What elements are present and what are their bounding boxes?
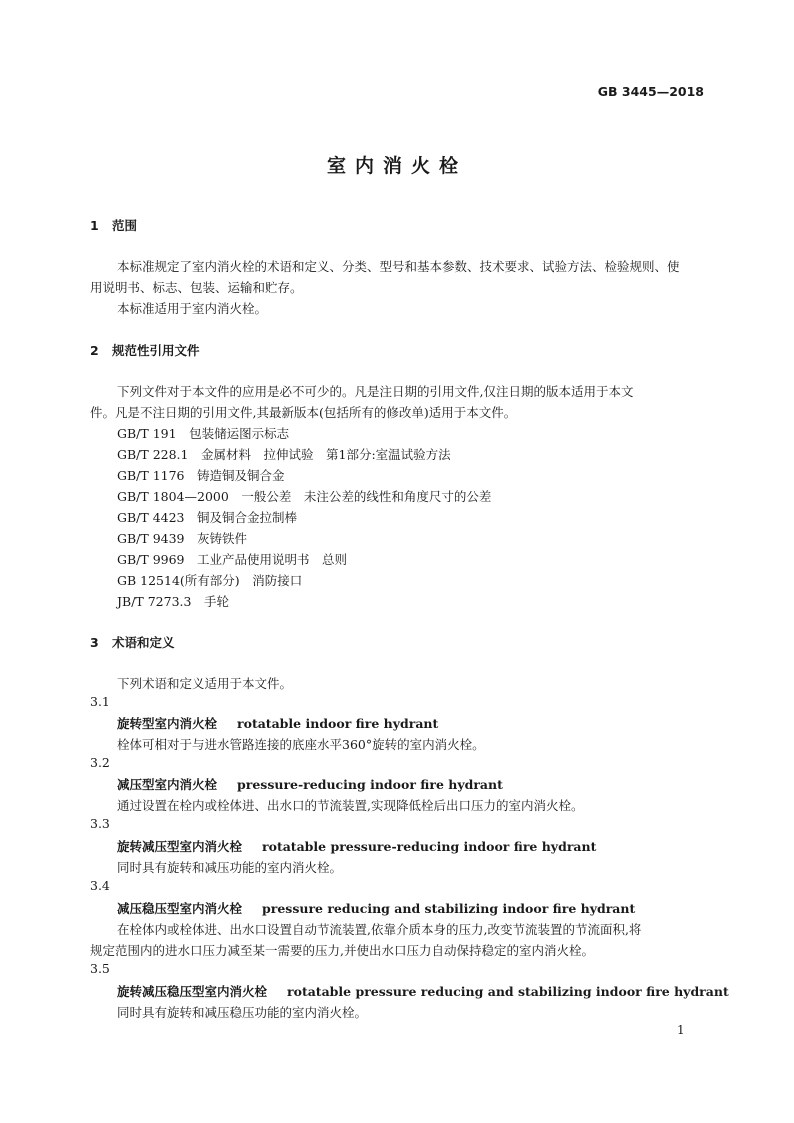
reference-title: 灰铸铁件 <box>197 531 248 546</box>
section-2-heading <box>90 341 200 359</box>
reference-item <box>117 508 297 526</box>
term-english: pressure reducing and stabilizing indoor fire hydrant <box>262 901 636 916</box>
reference-item <box>117 550 347 568</box>
reference-title: 工业产品使用说明书 总则 <box>197 552 348 567</box>
section-3-heading <box>90 633 175 651</box>
term-heading <box>117 775 503 793</box>
reference-code: GB/T 9439 <box>117 531 185 546</box>
term-definition: 同时具有旋转和减压功能的室内消火栓。 <box>117 860 343 875</box>
term-definition: 规定范围内的进水口压力减至某一需要的压力,并使出水口压力自动保持稳定的室内消火栓。 <box>90 943 594 958</box>
section-1-heading <box>90 216 137 234</box>
clause-number: 3.3 <box>90 816 110 831</box>
scope-applicability: 本标准适用于室内消火栓。 <box>117 301 268 316</box>
term-english: rotatable indoor fire hydrant <box>237 716 439 731</box>
section-number: 3 <box>90 635 99 650</box>
reference-item <box>117 529 247 547</box>
section-number: 2 <box>90 343 99 358</box>
clause-number: 3.5 <box>90 961 110 976</box>
clause-number: 3.2 <box>90 755 110 770</box>
reference-code: GB/T 191 <box>117 426 177 441</box>
term-heading <box>117 899 635 917</box>
reference-code: GB/T 4423 <box>117 510 185 525</box>
clause-number: 3.4 <box>90 878 110 893</box>
reference-code: JB/T 7273.3 <box>117 594 192 609</box>
section-title: 范围 <box>112 218 138 233</box>
section-number: 1 <box>90 218 99 233</box>
section-title: 术语和定义 <box>112 635 175 650</box>
term-heading <box>117 837 596 855</box>
reference-item <box>117 571 302 589</box>
term-definition: 同时具有旋转和减压稳压功能的室内消火栓。 <box>117 1005 368 1020</box>
clause-number: 3.1 <box>90 694 110 709</box>
term-chinese: 旋转减压稳压型室内消火栓 <box>117 984 268 999</box>
reference-title: 手轮 <box>203 594 229 609</box>
standard-code: GB 3445—2018 <box>597 84 704 99</box>
term-definition: 在栓体内或栓体进、出水口设置自动节流装置,依靠介质本身的压力,改变节流装置的节流面积,将 <box>117 922 642 937</box>
term-chinese: 减压型室内消火栓 <box>117 777 218 792</box>
references-intro-line: 下列文件对于本文件的应用是必不可少的。凡是注日期的引用文件,仅注日期的版本适用于本文 <box>117 384 634 399</box>
reference-item <box>117 466 285 484</box>
reference-code: GB/T 228.1 <box>117 447 189 462</box>
reference-title: 铸造铜及铜合金 <box>197 468 285 483</box>
term-definition: 通过设置在栓内或栓体进、出水口的节流装置,实现降低栓后出口压力的室内消火栓。 <box>117 798 584 813</box>
page-title: 室内消火栓 <box>326 155 467 177</box>
reference-title: 铜及铜合金拉制棒 <box>197 510 298 525</box>
term-definition: 栓体可相对于与进水管路连接的底座水平360°旋转的室内消火栓。 <box>117 737 485 752</box>
term-chinese: 旋转型室内消火栓 <box>117 716 218 731</box>
reference-title: 金属材料 拉伸试验 第1部分:室温试验方法 <box>201 447 451 462</box>
references-intro-line: 件。凡是不注日期的引用文件,其最新版本(包括所有的修改单)适用于本文件。 <box>90 405 517 420</box>
reference-code: GB/T 1176 <box>117 468 185 483</box>
reference-item <box>117 445 451 463</box>
reference-title: 消防接口 <box>252 573 303 588</box>
scope-paragraph-line: 用说明书、标志、包装、运输和贮存。 <box>90 280 303 295</box>
page-number: 1 <box>677 1023 685 1037</box>
reference-code: GB 12514(所有部分) <box>117 573 240 588</box>
reference-title: 一般公差 未注公差的线性和角度尺寸的公差 <box>241 489 492 504</box>
term-chinese: 旋转减压型室内消火栓 <box>117 839 243 854</box>
reference-title: 包装储运图示标志 <box>189 426 290 441</box>
term-english: rotatable pressure reducing and stabilizing indoor fire hydrant <box>287 984 729 999</box>
reference-item <box>117 424 289 442</box>
scope-paragraph-line: 本标准规定了室内消火栓的术语和定义、分类、型号和基本参数、技术要求、试验方法、检验规则、使 <box>117 259 680 274</box>
terms-intro: 下列术语和定义适用于本文件。 <box>117 676 293 691</box>
reference-code: GB/T 1804—2000 <box>117 489 229 504</box>
term-english: pressure-reducing indoor fire hydrant <box>237 777 503 792</box>
reference-code: GB/T 9969 <box>117 552 185 567</box>
term-english: rotatable pressure-reducing indoor fire hydrant <box>262 839 597 854</box>
section-title: 规范性引用文件 <box>112 343 200 358</box>
reference-item <box>117 592 229 610</box>
term-heading <box>117 714 438 732</box>
term-chinese: 减压稳压型室内消火栓 <box>117 901 243 916</box>
term-heading <box>117 982 729 1000</box>
reference-item <box>117 487 491 505</box>
